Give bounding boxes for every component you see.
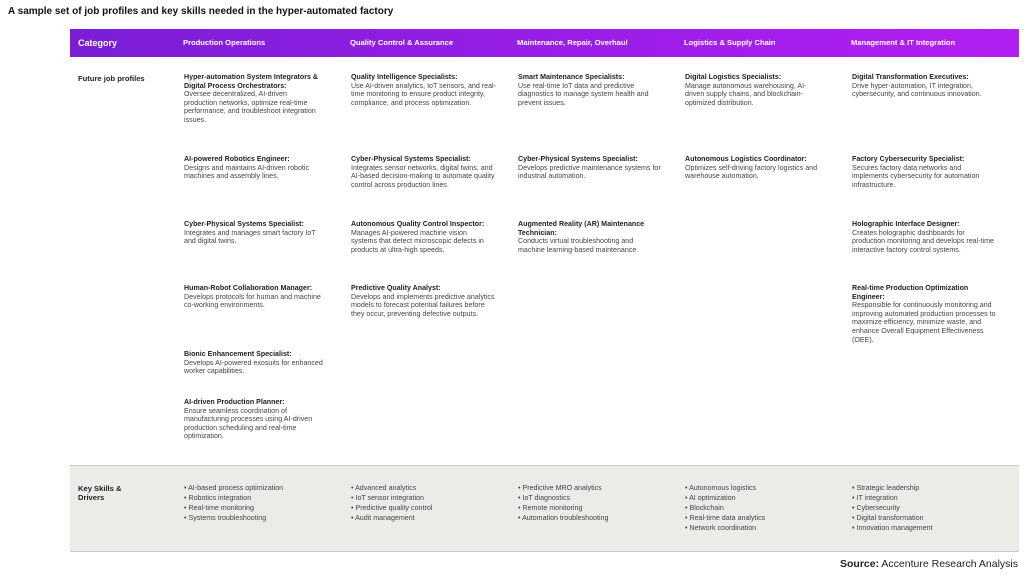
skills-list-logistics — [685, 483, 835, 533]
job-profile — [852, 284, 997, 344]
skill-item: • AI optimization — [685, 493, 835, 503]
skill-item: • IoT sensor integration — [351, 493, 501, 503]
job-description: Integrates and manages smart factory IoT and digital twins. — [184, 228, 316, 246]
skill-item: • Audit management — [351, 513, 501, 523]
job-profile — [184, 398, 329, 441]
job-title: Autonomous Quality Control Inspector: — [351, 220, 485, 228]
job-description: Drive hyper-automation, IT integration, cybersecurity, and continuous innovation. — [852, 81, 982, 99]
job-description: Responsible for continuously monitoring and improving automated production processes to maximize efficiency, minimize waste, and enhance Overall Equipment Effectiveness (OEE). — [852, 301, 996, 344]
job-profile — [852, 73, 997, 99]
skill-item: • Innovation management — [852, 523, 1002, 533]
job-title: Digital Transformation Executives: — [852, 73, 969, 81]
job-description: Develops AI-powered exosuits for enhanced worker capabilities. — [184, 358, 323, 376]
job-description: Develops and implements predictive analytics models to forecast potential failures before they occur, preventing defective outputs. — [351, 292, 495, 318]
header-quality-control: Quality Control & Assurance — [350, 38, 454, 47]
skills-list-management-it — [852, 483, 1002, 533]
job-description: Develops predictive maintenance systems for industrial automation. — [518, 163, 661, 181]
job-title: Autonomous Logistics Coordinator: — [685, 155, 807, 163]
job-profile — [351, 220, 486, 254]
job-description: Manage autonomous warehousing, AI-driven supply chains, and blockchain-optimized distribution. — [685, 81, 807, 107]
job-title: Human-Robot Collaboration Manager: — [184, 284, 313, 292]
job-description: Use AI-driven analytics, IoT sensors, and real-time monitoring to ensure product integrity, compliance, and process optimization. — [351, 81, 496, 107]
skill-item: • Blockchain — [685, 503, 835, 513]
job-title: Quality Intelligence Specialists: — [351, 73, 458, 81]
job-description: Develops protocols for human and machine co-working environments. — [184, 292, 321, 310]
skill-item: • IT integration — [852, 493, 1002, 503]
job-profile — [685, 73, 825, 107]
header-maintenance: Maintenance, Repair, Overhaul — [517, 38, 628, 47]
skills-list-maintenance — [518, 483, 668, 523]
skill-item: • Systems troubleshooting — [184, 513, 334, 523]
key-skills-label-line2: Drivers — [78, 493, 105, 502]
skill-item: • Autonomous logistics — [685, 483, 835, 493]
job-profile — [351, 284, 496, 318]
skill-item: • AI-based process optimization — [184, 483, 334, 493]
row-label-future-job-profiles: Future job profiles — [78, 74, 145, 83]
job-title: AI-powered Robotics Engineer: — [184, 155, 290, 163]
job-description: Integrates sensor networks, digital twins, and AI-based decision-making to automate quality control across production lines. — [351, 163, 495, 189]
header-category: Category — [78, 38, 118, 48]
job-description: Creates holographic dashboards for production monitoring and develops real-time interactive factory control systems. — [852, 228, 994, 254]
job-title: Digital Logistics Specialists: — [685, 73, 782, 81]
header-management-it: Management & IT Integration — [851, 38, 956, 47]
job-title: Hyper-automation System Integrators & Digital Process Orchestrators: — [184, 73, 319, 90]
job-profile — [184, 155, 329, 181]
header-production-operations: Production Operations — [183, 38, 266, 47]
job-description: Oversee decentralized, AI-driven production networks, optimize real-time performance, and troubleshoot integration issues. — [184, 90, 316, 124]
job-title: Smart Maintenance Specialists: — [518, 73, 625, 81]
job-description: Designs and maintains AI-driven robotic machines and assembly lines. — [184, 163, 309, 181]
job-profile — [351, 73, 496, 107]
job-title: Real-time Production Optimization Engineer: — [852, 284, 969, 301]
skill-item: • Predictive quality control — [351, 503, 501, 513]
skill-item: • Real-time data analytics — [685, 513, 835, 523]
job-profile — [184, 284, 329, 310]
job-description: Secures factory data networks and implements cybersecurity for automation infrastructure. — [852, 163, 980, 189]
job-title: Cyber-Physical Systems Specialist: — [184, 220, 304, 228]
row-label-key-skills — [78, 484, 121, 502]
skill-item: • Network coordination — [685, 523, 835, 533]
skills-list-quality-control — [351, 483, 501, 523]
source-note — [840, 558, 1018, 570]
job-title: Augmented Reality (AR) Maintenance Technician: — [518, 220, 645, 237]
job-description: Optimizes self-driving factory logistics and warehouse automation. — [685, 163, 818, 181]
job-description: Use real-time IoT data and predictive diagnostics to manage system health and prevent issues. — [518, 81, 649, 107]
source-text: Accenture Research Analysis — [881, 558, 1018, 570]
job-profile — [518, 73, 663, 107]
skill-item: • Real-time monitoring — [184, 503, 334, 513]
job-title: Bionic Enhancement Specialist: — [184, 350, 292, 358]
job-profile — [518, 155, 663, 181]
header-logistics: Logistics & Supply Chain — [684, 38, 776, 47]
job-description: Manages AI-powered machine vision systems that detect microscopic defects in products at ultra-high speeds. — [351, 228, 484, 254]
job-title: AI-driven Production Planner: — [184, 398, 285, 406]
skill-item: • Automation troubleshooting — [518, 513, 668, 523]
job-profile — [518, 220, 653, 254]
job-title: Cyber-Physical Systems Specialist: — [518, 155, 638, 163]
skill-item: • Predictive MRO analytics — [518, 483, 668, 493]
job-profile — [351, 155, 496, 189]
job-profile — [184, 350, 329, 376]
skill-item: • Digital transformation — [852, 513, 1002, 523]
skill-item: • Robotics integration — [184, 493, 334, 503]
job-title: Cyber-Physical Systems Specialist: — [351, 155, 471, 163]
job-profile — [852, 155, 992, 189]
skill-item: • IoT diagnostics — [518, 493, 668, 503]
skill-item: • Strategic leadership — [852, 483, 1002, 493]
job-title: Factory Cybersecurity Specialist: — [852, 155, 965, 163]
page-title: A sample set of job profiles and key skills needed in the hyper-automated factory — [8, 6, 394, 17]
source-label: Source: — [839, 558, 880, 570]
skills-list-production-operations — [184, 483, 334, 523]
job-profile — [184, 73, 319, 125]
skill-item: • Remote monitoring — [518, 503, 668, 513]
skill-item: • Advanced analytics — [351, 483, 501, 493]
job-profile — [852, 220, 997, 254]
key-skills-label-line1: Key Skills & — [78, 484, 122, 493]
job-title: Predictive Quality Analyst: — [351, 284, 441, 292]
job-description: Conducts virtual troubleshooting and machine learning-based maintenance. — [518, 237, 639, 254]
table-header — [70, 29, 1019, 57]
job-profile — [184, 220, 329, 246]
skill-item: • Cybersecurity — [852, 503, 1002, 513]
job-description: Ensure seamless coordination of manufacturing processes using AI-driven production scheduling and real-time optimization. — [184, 406, 313, 441]
job-title: Holographic Interface Designer: — [852, 220, 960, 228]
job-profile — [685, 155, 830, 181]
